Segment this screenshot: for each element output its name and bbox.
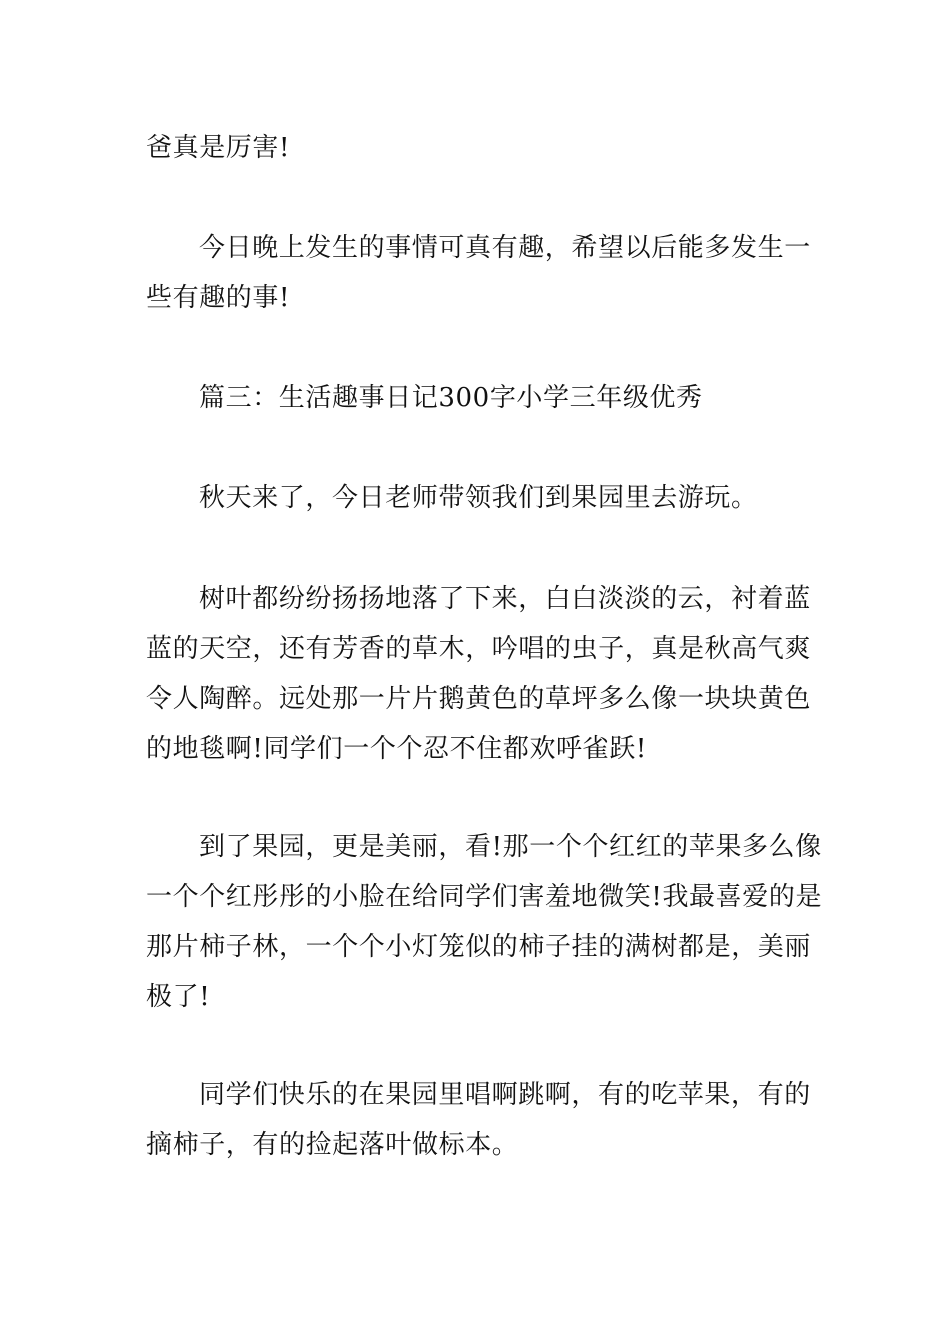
- paragraph-5: [146, 574, 812, 774]
- paragraph-1-continuation: [146, 123, 806, 173]
- text-line: 一个个红彤彤的小脸在给同学们害羞地微笑!我最喜爱的是: [146, 882, 823, 912]
- text-line: 摘柿子，有的捡起落叶做标本。: [146, 1130, 519, 1160]
- text-line: 蓝的天空，还有芳香的草木，吟唱的虫子，真是秋高气爽: [146, 634, 812, 664]
- paragraph-6: [146, 822, 823, 1022]
- section-heading: [146, 373, 806, 423]
- text-line: 极了!: [146, 982, 211, 1012]
- paragraph-4: [146, 473, 806, 523]
- paragraph-2: [146, 223, 811, 323]
- text-line: 树叶都纷纷扬扬地落了下来，白白淡淡的云，衬着蓝: [199, 584, 811, 614]
- text-line: 到了果园，更是美丽，看!那一个个红红的苹果多么像: [199, 832, 822, 862]
- text-line: 秋天来了，今日老师带领我们到果园里去游玩。: [199, 483, 758, 513]
- text-line: 些有趣的事!: [146, 283, 291, 313]
- text-line: 那片柿子林，一个个小灯笼似的柿子挂的满树都是，美丽: [146, 932, 812, 962]
- text-line: 爸真是厉害!: [146, 133, 291, 163]
- text-line: 同学们快乐的在果园里唱啊跳啊，有的吃苹果，有的: [199, 1080, 811, 1110]
- paragraph-7: [146, 1070, 811, 1170]
- text-line: 令人陶醉。远处那一片片鹅黄色的草坪多么像一块块黄色: [146, 684, 812, 714]
- heading-line: 篇三：生活趣事日记300字小学三年级优秀: [199, 383, 703, 413]
- text-line: 的地毯啊!同学们一个个忍不住都欢呼雀跃!: [146, 734, 647, 764]
- text-line: 今日晚上发生的事情可真有趣，希望以后能多发生一: [199, 233, 811, 263]
